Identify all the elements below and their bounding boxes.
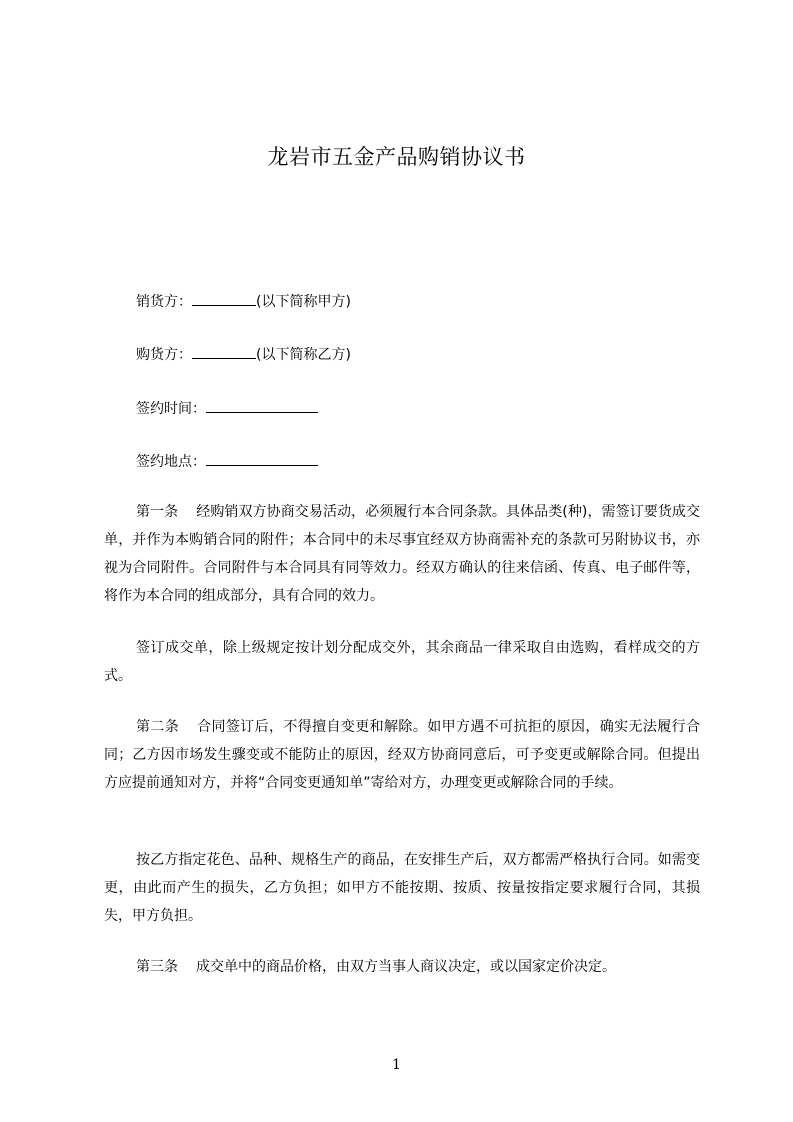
seller-field [136,291,351,312]
buyer-blank [192,344,256,359]
sign-time-label: 签约时间： [136,401,206,417]
paragraph-2-text: 签订成交单，除上级规定按计划分配成交外，其余商品一律采取自由选购，看样成交的方式。 [104,640,700,684]
paragraph-2 [104,634,700,690]
seller-blank [192,291,256,306]
buyer-field [136,344,351,365]
paragraph-4-text: 按乙方指定花色、品种、规格生产的商品，在安排生产后，双方都需严格执行合同。如需变更，由此而产生的损失，乙方负担；如甲方不能按期、按质、按量按指定要求履行合同，其损失，甲方负担。 [104,852,700,924]
clause-3-text: 成交单中的商品价格，由双方当事人商议决定，或以国家定价决定。 [196,959,616,975]
sign-time-blank [206,398,318,413]
paragraph-4 [104,846,700,930]
clause-2-text: 合同签订后，不得擅自变更和解除。如甲方遇不可抗拒的原因，确实无法履行合同；乙方因市场发生骤变或不能防止的原因，经双方协商同意后，可予变更或解除合同。但提出方应提前通知对方，并将“合同变更通知单”寄给对方，办理变更或解除合同的手续。 [104,719,701,791]
clause-3 [104,953,700,981]
clause-1-text: 经购销双方协商交易活动，必须履行本合同条款。具体品类(种)，需签订要货成交单，并作为本购销合同的附件；本合同中的未尽事宜经双方协商需补充的条款可另附协议书，亦视为合同附件。合同附件与本合同具有同等效力。经双方确认的往来信函、传真、电子邮件等，将作为本合同的组成部分，具有合同的效力。 [104,504,701,604]
seller-suffix: (以下简称甲方) [256,294,351,310]
sign-place-field [136,451,318,472]
clause-2-label: 第二条 [136,719,180,735]
clause-2 [104,713,700,797]
sign-time-field [136,398,318,419]
sign-place-blank [206,451,318,466]
buyer-suffix: (以下简称乙方) [256,347,351,363]
document-title: 龙岩市五金产品购销协议书 [267,145,526,169]
clause-1 [104,498,700,610]
clause-1-label: 第一条 [136,504,179,520]
seller-label: 销货方： [136,294,192,310]
page-number: 1 [392,1057,401,1073]
clause-3-label: 第三条 [136,959,178,975]
sign-place-label: 签约地点： [136,454,206,470]
buyer-label: 购货方： [136,347,192,363]
